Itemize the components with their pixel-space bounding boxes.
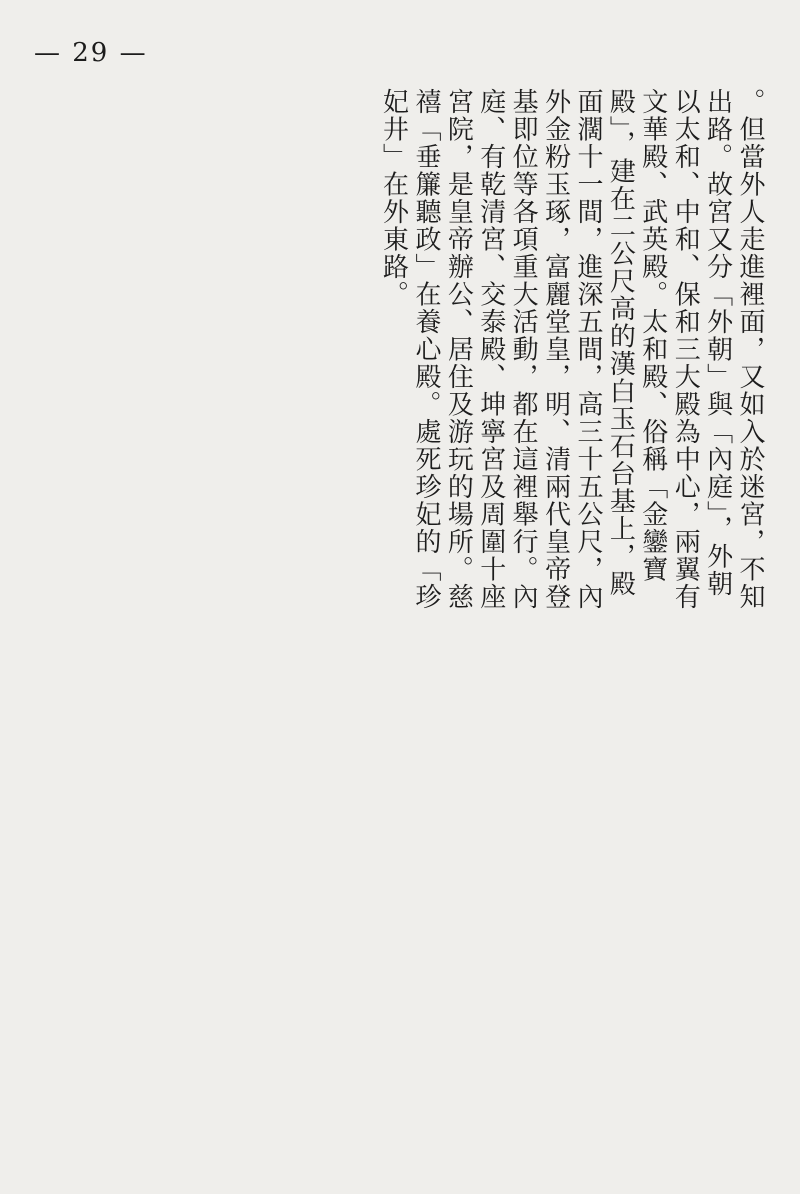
lower-text-block [26,648,766,1164]
paragraph: 。但當外人走進裡面，又如入於迷宮，不知出路。故宮又分「外朝」與「內庭」，外朝以太和、中和、保和三大殿為中心，兩翼有文華殿、武英殿。太和殿、俗稱「金鑾寶殿」，建在二公尺高的漢白玉石台基上，殿面濶十一間，進深五間，高三十五公尺，內外金粉玉琢，富麗堂皇，明、清兩代皇帝登基即位等各項重大活動，都在這裡舉行。內庭、有乾清宮、交泰殿、坤寧宮及周圍十座宮院，是皇帝辦公、居住及游玩的場所。慈禧「垂簾聽政」在養心殿。處死珍妃的「珍妃井」在外東路。 [378,88,765,611]
upper-text-block [26,88,766,616]
page-number: — 29 — [34,38,148,68]
